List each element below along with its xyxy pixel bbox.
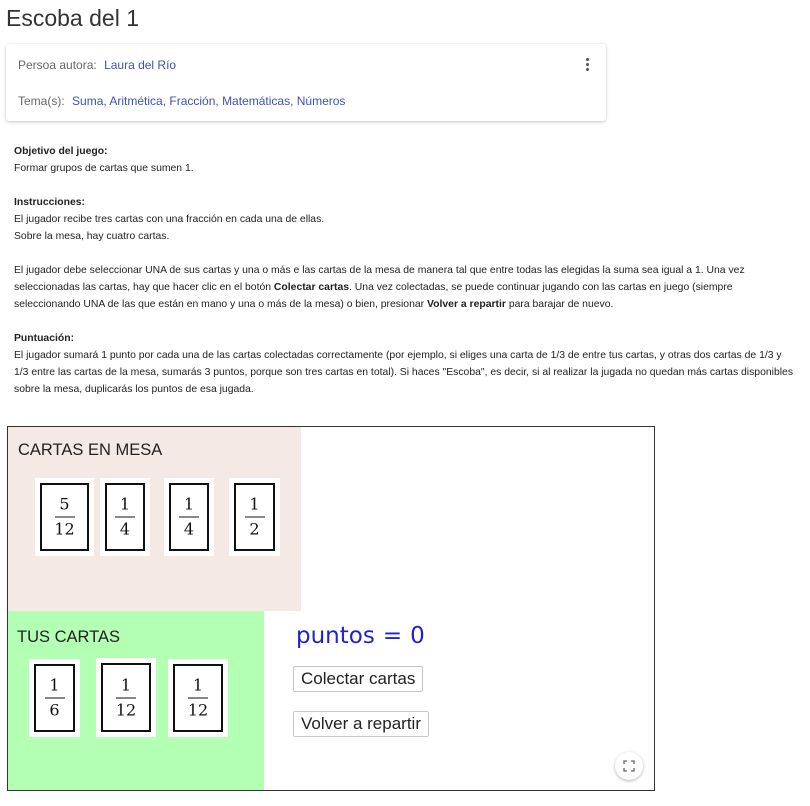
resource-info-card bbox=[6, 44, 606, 121]
table-card[interactable] bbox=[164, 478, 214, 556]
more-vertical-icon[interactable] bbox=[584, 58, 590, 74]
table-label: CARTAS EN MESA bbox=[18, 441, 163, 459]
card-fraction: 1 4 bbox=[107, 496, 143, 539]
points-equals: = bbox=[382, 623, 403, 649]
game-applet bbox=[7, 426, 655, 791]
scoring-heading: Puntuación: bbox=[14, 333, 75, 344]
table-card[interactable] bbox=[100, 478, 150, 556]
hand-area bbox=[8, 611, 264, 791]
points-value: 0 bbox=[410, 623, 425, 649]
instructions-paragraph: El jugador debe seleccionar UNA de sus cartas y una o más e las cartas de la mesa de manera tal que entre todas las elegidas la suma sea igual a 1. Una vez seleccionadas las cartas, hay que hacer clic en el botón Colectar cartas. Una vez colectadas, se puede continuar jugando con las cartas en juego (siempre seleccionando UNA de las que están en mano y una o más de la mesa) o bien, presionar Volver a repartir para barajar de nuevo. bbox=[14, 265, 745, 310]
redeal-reference: Volver a repartir bbox=[427, 299, 506, 310]
table-area bbox=[8, 427, 301, 611]
collect-cards-button[interactable]: Colectar cartas bbox=[293, 666, 423, 692]
instructions-line-1: El jugador recibe tres cartas con una fracción en cada una de ellas. bbox=[14, 214, 325, 225]
card-fraction: 5 12 bbox=[54, 494, 75, 539]
game-description bbox=[14, 143, 794, 398]
points-display bbox=[296, 623, 425, 649]
table-card[interactable] bbox=[35, 478, 94, 556]
hand-card[interactable] bbox=[29, 659, 80, 737]
objective-text: Formar grupos de cartas que sumen 1. bbox=[14, 163, 194, 174]
table-card[interactable] bbox=[229, 478, 280, 556]
card-fraction: 1 12 bbox=[115, 675, 137, 719]
collect-reference: Colectar cartas bbox=[273, 282, 350, 293]
hand-card[interactable] bbox=[96, 658, 156, 737]
redeal-button[interactable]: Volver a repartir bbox=[293, 711, 429, 737]
scoring-text: El jugador sumará 1 punto por cada una de las cartas colectadas correctamente (por ejemplo, si eliges una carta de 1/3 de entre tus cartas, y otras dos cartas de 1/3 y 1/3 entre las cartas de la mesa, sumarás 3 puntos, porque son tres cartas en total). Si haces "Escoba", es decir, si al realizar la jugada no quedan más cartas disponibles sobre la mesa, duplicarás los puntos de esa jugada. bbox=[14, 350, 794, 395]
objective-heading: Objetivo del juego: bbox=[14, 146, 108, 157]
card-fraction: 1 12 bbox=[187, 675, 209, 720]
topics-links[interactable]: Suma, Aritmética, Fracción, Matemáticas, Números bbox=[72, 94, 346, 108]
author-label: Persoa autora: bbox=[18, 58, 97, 72]
card-fraction: 1 2 bbox=[236, 496, 273, 539]
hand-label: TUS CARTAS bbox=[17, 628, 120, 646]
points-label: puntos bbox=[296, 623, 375, 649]
topics-label: Tema(s): bbox=[18, 94, 65, 108]
hand-card[interactable] bbox=[168, 659, 228, 737]
author-link[interactable]: Laura del Río bbox=[104, 58, 177, 72]
topics-row bbox=[18, 94, 345, 108]
page-title: Escoba del 1 bbox=[6, 5, 139, 31]
instructions-heading: Instrucciones: bbox=[14, 197, 86, 208]
instructions-line-2: Sobre la mesa, hay cuatro cartas. bbox=[14, 231, 170, 242]
fullscreen-icon[interactable] bbox=[615, 752, 643, 780]
author-row bbox=[18, 58, 176, 72]
card-fraction: 1 4 bbox=[171, 496, 207, 539]
card-fraction: 1 6 bbox=[36, 677, 73, 720]
